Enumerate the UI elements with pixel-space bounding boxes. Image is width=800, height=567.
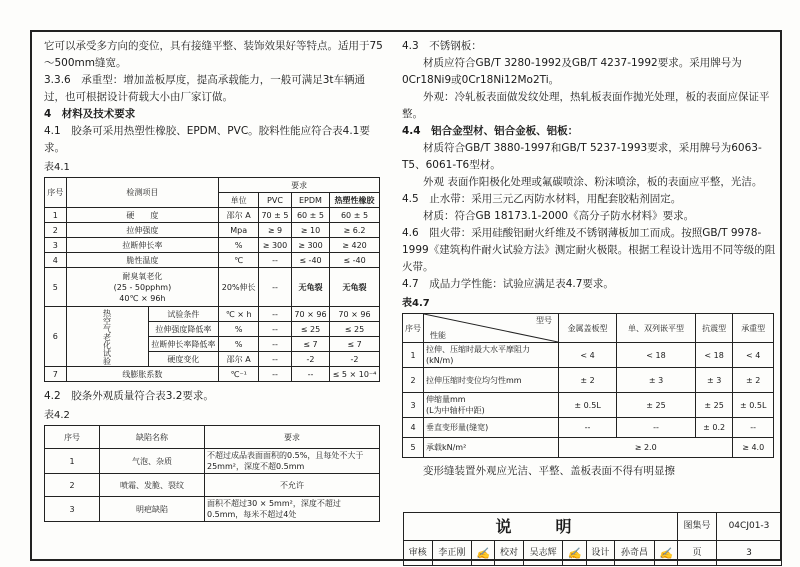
section-heading: 4.4 铝合金型材、铝合金板、铝板： [402,125,579,137]
table-row [403,418,774,438]
design-signature: ✍ [654,541,677,566]
cell: ≥ 9 [259,223,292,238]
cell: 拉伸压缩时变位均匀性mm [424,368,559,393]
cell: Mpa [219,223,259,238]
th-col: 承重型 [733,314,774,343]
table-row [403,393,774,418]
cell: ℃ [219,253,259,268]
check-label: 校对 [495,541,524,566]
page-label: 页 [678,541,717,566]
cell: -- [559,418,617,438]
cell: ± 0.5L [733,393,774,418]
th-type: 型号 [536,316,552,325]
cell: 硬 度 [66,208,219,223]
cell: % [219,238,259,253]
th-perf: 性能 [430,331,446,340]
table-4-7 [402,313,774,458]
cell: ≥ 4.0 [733,438,774,458]
cell: 20%伸长 [219,268,259,307]
check-signature: ✍ [563,541,586,566]
cell: -- [259,337,292,352]
cell: 伸缩量mm (L为中轴杆中距) [424,393,559,418]
design-name: 孙奇昌 [615,541,655,566]
cell: ± 2 [733,368,774,393]
check-name: 吴志辉 [523,541,563,566]
cell: % [219,337,259,352]
th-epdm: EPDM [291,193,329,208]
cell: % [219,322,259,337]
cell: 4 [45,253,67,268]
th-unit: 单位 [219,193,259,208]
cell: 拉伸强度降低率 [148,322,219,337]
cell: 垂直变形量(缝宽) [424,418,559,438]
cell: ℃ × h [219,307,259,322]
cell: < 4 [559,343,617,368]
cell: 1 [45,208,67,223]
th-req: 要求 [219,178,380,193]
cell: ± 0.2 [695,418,732,438]
section-heading: 4 材料及技术要求 [44,108,136,120]
page-number: 3 [717,541,782,566]
cell: ± 0.5L [559,393,617,418]
cell: 4 [403,418,424,438]
cell: 2 [45,474,100,497]
cell: 70 × 96 [330,307,380,322]
cell: 70 ± 5 [259,208,292,223]
cell: 5 [403,438,424,458]
th-diagonal [424,314,559,343]
table-caption: 表4.7 [402,298,430,309]
table-4-2 [44,425,380,522]
cell: ± 25 [695,393,732,418]
table-row [45,497,380,522]
table-row [45,449,380,474]
cell: ≤ 5 × 10⁻⁴ [330,367,380,382]
cell: ≤ 25 [291,322,329,337]
atlas-number: 04CJ01-3 [717,513,782,541]
table-row [45,367,380,382]
paragraph: 4.5 止水带：采用三元乙丙防水材料，用配套胶粘剂固定。 [402,193,682,205]
paragraph: 外观：冷轧板表面做发纹处理，热轧板表面作抛光处理，板的表面应保证平整。 [402,91,770,120]
table-row [403,438,774,458]
paragraph: 变形缝装置外观应光洁、平整、盖板表面不得有明显擦 [423,465,675,477]
cell: 面积不超过30 × 5mm²，深度不超过0.5mm，每米不超过4处 [205,497,380,522]
cell: -- [259,322,292,337]
title-block [403,512,782,561]
table-row [45,307,380,322]
cell: ≥ 2.0 [559,438,733,458]
cell: -2 [330,352,380,367]
cell: 线膨胀系数 [66,367,219,382]
cell: -- [617,418,696,438]
cell: ± 2 [559,368,617,393]
cell: 气泡、杂质 [100,449,205,474]
review-label: 审核 [404,541,433,566]
th-item: 检测项目 [66,178,219,208]
th-name: 缺陷名称 [100,426,205,449]
cell: 70 × 96 [291,307,329,322]
cell: 5 [45,268,67,307]
cell: 承载kN/m² [424,438,559,458]
cell: 拉断伸长率 [66,238,219,253]
cell: -- [259,253,292,268]
cell: 不允许 [205,474,380,497]
table-row [403,368,774,393]
cell: ≥ 10 [291,223,329,238]
th-req: 要求 [205,426,380,449]
th-no: 序号 [403,314,424,343]
paragraph: 4.2 胶条外观质量符合表3.2要求。 [44,390,214,402]
cell: ≤ 25 [330,322,380,337]
cell: 不超过成品表面面积的0.5%，且每处不大于25mm²，深度不超0.5mm [205,449,380,474]
table-row [403,343,774,368]
cell: -- [259,268,292,307]
paragraph: 材质符合GB/T 3880-1997和GB/T 5237-1993要求，采用牌号为6063-T5、6061-T6型材。 [402,142,762,171]
th-col: 单、双列嵌平型 [617,314,696,343]
cell: -2 [291,352,329,367]
paragraph: 它可以承受多方向的变位，具有接缝平整、装饰效果好等特点。适用于75～500mm缝宽。 [44,40,383,69]
cell: 拉伸强度 [66,223,219,238]
th-col: 金属盖板型 [559,314,617,343]
cell: 3 [403,393,424,418]
table-row [45,238,380,253]
cell: ≥ 420 [330,238,380,253]
cell: 耐臭氧老化 (25 - 50pphm) 40℃ × 96h [66,268,219,307]
table-row [45,268,380,307]
cell: < 18 [617,343,696,368]
table-4-1 [44,177,380,382]
cell: < 4 [733,343,774,368]
cell: 喷霜、发脆、裂纹 [100,474,205,497]
cell: 7 [45,367,67,382]
cell: 邵尔 A [219,352,259,367]
cell: 无龟裂 [291,268,329,307]
cell: 1 [403,343,424,368]
table-caption: 表4.1 [44,162,70,173]
paragraph: 4.1 胶条可采用热塑性橡胶、EPDM、PVC。胶料性能应符合表4.1要求。 [44,125,370,154]
paragraph: 材质应符合GB/T 3280-1992及GB/T 4237-1992要求。采用牌号为0Cr18Ni9或0Cr18Ni12Mo2Ti。 [402,57,742,86]
cell: 邵尔 A [219,208,259,223]
cell: 硬度变化 [148,352,219,367]
th-tpr: 热塑性橡胶 [330,193,380,208]
cell: 明疤缺陷 [100,497,205,522]
cell: ≤ 7 [330,337,380,352]
cell: ≥ 300 [291,238,329,253]
title-block-table [403,512,782,566]
cell: 6 [45,307,67,367]
table-row [45,253,380,268]
cell: 2 [403,368,424,393]
cell: 60 ± 5 [291,208,329,223]
cell: ± 3 [617,368,696,393]
cell: 热空气老化试验 [66,307,148,367]
th-col: 抗震型 [695,314,732,343]
cell: 3 [45,238,67,253]
paragraph: 材质：符合GB 18173.1-2000《高分子防水材料》要求。 [423,210,695,222]
section-heading: 4.3 不锈钢板： [402,40,482,52]
cell: 试验条件 [148,307,219,322]
cell: ≤ -40 [291,253,329,268]
design-label: 设计 [586,541,615,566]
th-pvc: PVC [259,193,292,208]
cell: 脆性温度 [66,253,219,268]
atlas-label: 图集号 [678,513,717,541]
th-no: 序号 [45,426,100,449]
cell: ≥ 300 [259,238,292,253]
cell: -- [259,367,292,382]
cell: 拉断伸长率降低率 [148,337,219,352]
paragraph: 4.7 成品力学性能：试验应满足表4.7要求。 [402,278,614,290]
table-row [45,474,380,497]
cell: 2 [45,223,67,238]
cell: 3 [45,497,100,522]
page-title: 说 明 [404,513,678,541]
table-row [45,223,380,238]
cell: ≥ 6.2 [330,223,380,238]
cell: < 18 [695,343,732,368]
paragraph: 4.6 阻火带：采用硅酸铝耐火纤维及不锈钢薄板加工而成。按照GB/T 9978-1999《建筑构件耐火试验方法》测定耐火极限。根据工程设计选用不同等级的阻火带。 [402,227,776,273]
review-name: 李正刚 [432,541,472,566]
cell: ≤ -40 [330,253,380,268]
cell: -- [259,352,292,367]
cell: ± 3 [695,368,732,393]
cell: -- [291,367,329,382]
cell: -- [733,418,774,438]
paragraph: 3.3.6 承重型：增加盖板厚度，提高承载能力，一般可满足3t车辆通过，也可根据设计荷载大小由厂家订做。 [44,74,366,103]
right-column [402,38,778,480]
review-signature: ✍ [472,541,495,566]
cell: ± 25 [617,393,696,418]
cell: ℃⁻¹ [219,367,259,382]
th-no: 序号 [45,178,67,208]
cell: 60 ± 5 [330,208,380,223]
cell: 无龟裂 [330,268,380,307]
cell: ≤ 7 [291,337,329,352]
paragraph: 外观 表面作阳极化处理或氟碳喷涂、粉沫喷涂，板的表面应平整，光洁。 [423,176,763,188]
left-column [44,38,384,522]
cell: 拉伸、压缩时最大水平摩阻力(kN/m) [424,343,559,368]
cell: 1 [45,449,100,474]
table-caption: 表4.2 [44,410,70,421]
table-row [45,208,380,223]
cell: -- [259,307,292,322]
